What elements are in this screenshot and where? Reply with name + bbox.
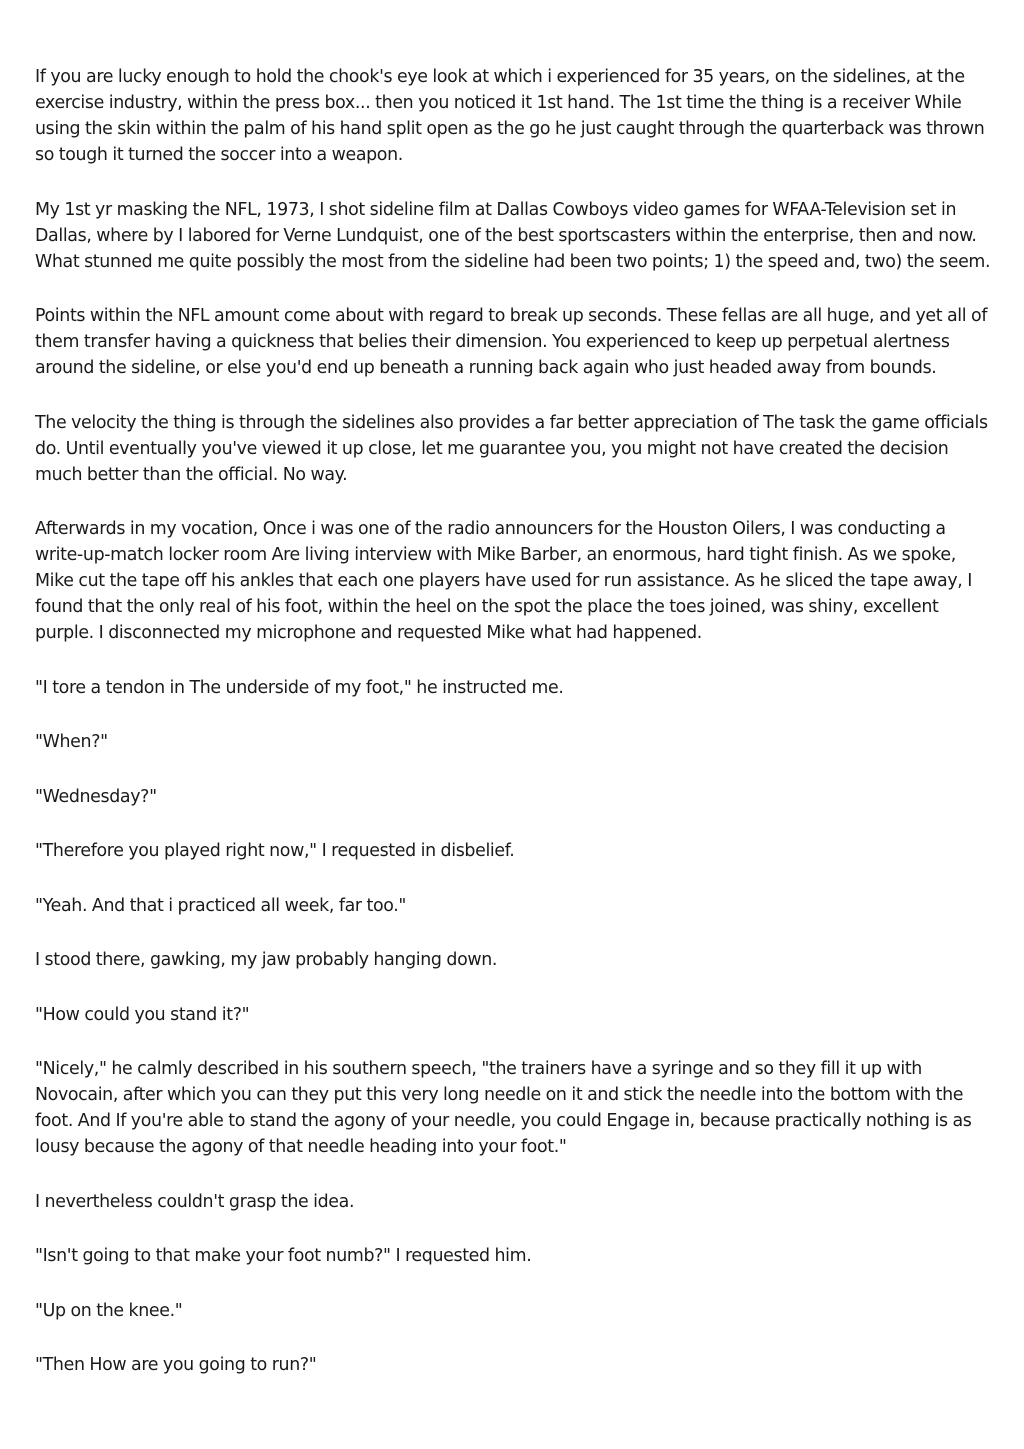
paragraph-6: "I tore a tendon in The underside of my foot," he instructed me. [35, 677, 564, 698]
paragraph-7: "When?" [35, 732, 108, 752]
paragraph-16: "Up on the knee." [35, 1300, 183, 1321]
paragraph-17: "Then How are you going to run?" [35, 1355, 317, 1375]
paragraph-4: The velocity the thing is through the sidelines also provides a far better appreciation of The task the game officials do. Until eventually you've viewed it up close, let me guarantee you, you might not have created the decision much better than the official. No way. [35, 412, 988, 485]
paragraph-8: "Wednesday?" [35, 786, 157, 807]
paragraph-14: I nevertheless couldn't grasp the idea. [35, 1191, 355, 1212]
paragraph-13: "Nicely," he calmly described in his southern speech, "the trainers have a syringe and so they fill it up with Novocain, after which you can they put this very long needle on it and stick the needle into the bottom with the foot. And If you're able to stand the agony of your needle, you could Engage in, because practically nothing is as lousy because the agony of that needle heading into your foot." [35, 1059, 972, 1157]
paragraph-15: "Isn't going to that make your foot numb?" I requested him. [35, 1246, 532, 1266]
paragraph-12: "How could you stand it?" [35, 1004, 250, 1025]
paragraph-2: My 1st yr masking the NFL, 1973, I shot sideline film at Dallas Cowboys video games for WFAA-Television set in Dallas, where by I labored for Verne Lundquist, one of the best sportscasters within the enterprise, then and now. What stunned me quite possibly the most from the sideline had been two points; 1) the speed and, two) the seem. [35, 199, 991, 272]
paragraph-5: Afterwards in my vocation, Once i was one of the radio announcers for the Houston Oilers, I was conducting a write-up-match locker room Are living interview with Mike Barber, an enormous, hard tight finish. As we spoke, Mike cut the tape off his ankles that each one players have used for run assistance. As he sliced the tape away, I found that the only real of his foot, within the heel on the spot the place the toes joined, was shiny, excellent purple. I disconnected my microphone and requested Mike what had happened. [35, 519, 973, 643]
paragraph-3: Points within the NFL amount come about with regard to break up seconds. These fellas are all huge, and yet all of them transfer having a quickness that belies their dimension. You experienced to keep up perpetual alertness around the sideline, or else you'd end up beneath a running back again who just headed away from bounds. [35, 306, 988, 378]
paragraph-11: I stood there, gawking, my jaw probably hanging down. [35, 950, 498, 970]
document-body [35, 64, 995, 1407]
paragraph-10: "Yeah. And that i practiced all week, far too." [35, 895, 407, 916]
paragraph-9: "Therefore you played right now," I requested in disbelief. [35, 841, 515, 861]
paragraph-1: If you are lucky enough to hold the chook's eye look at which i experienced for 35 years, on the sidelines, at the exercise industry, within the press box... then you noticed it 1st hand. The 1st time the thing is a receiver While using the skin within the palm of his hand split open as the go he just caught through the quarterback was thrown so tough it turned the soccer into a weapon. [35, 67, 985, 165]
